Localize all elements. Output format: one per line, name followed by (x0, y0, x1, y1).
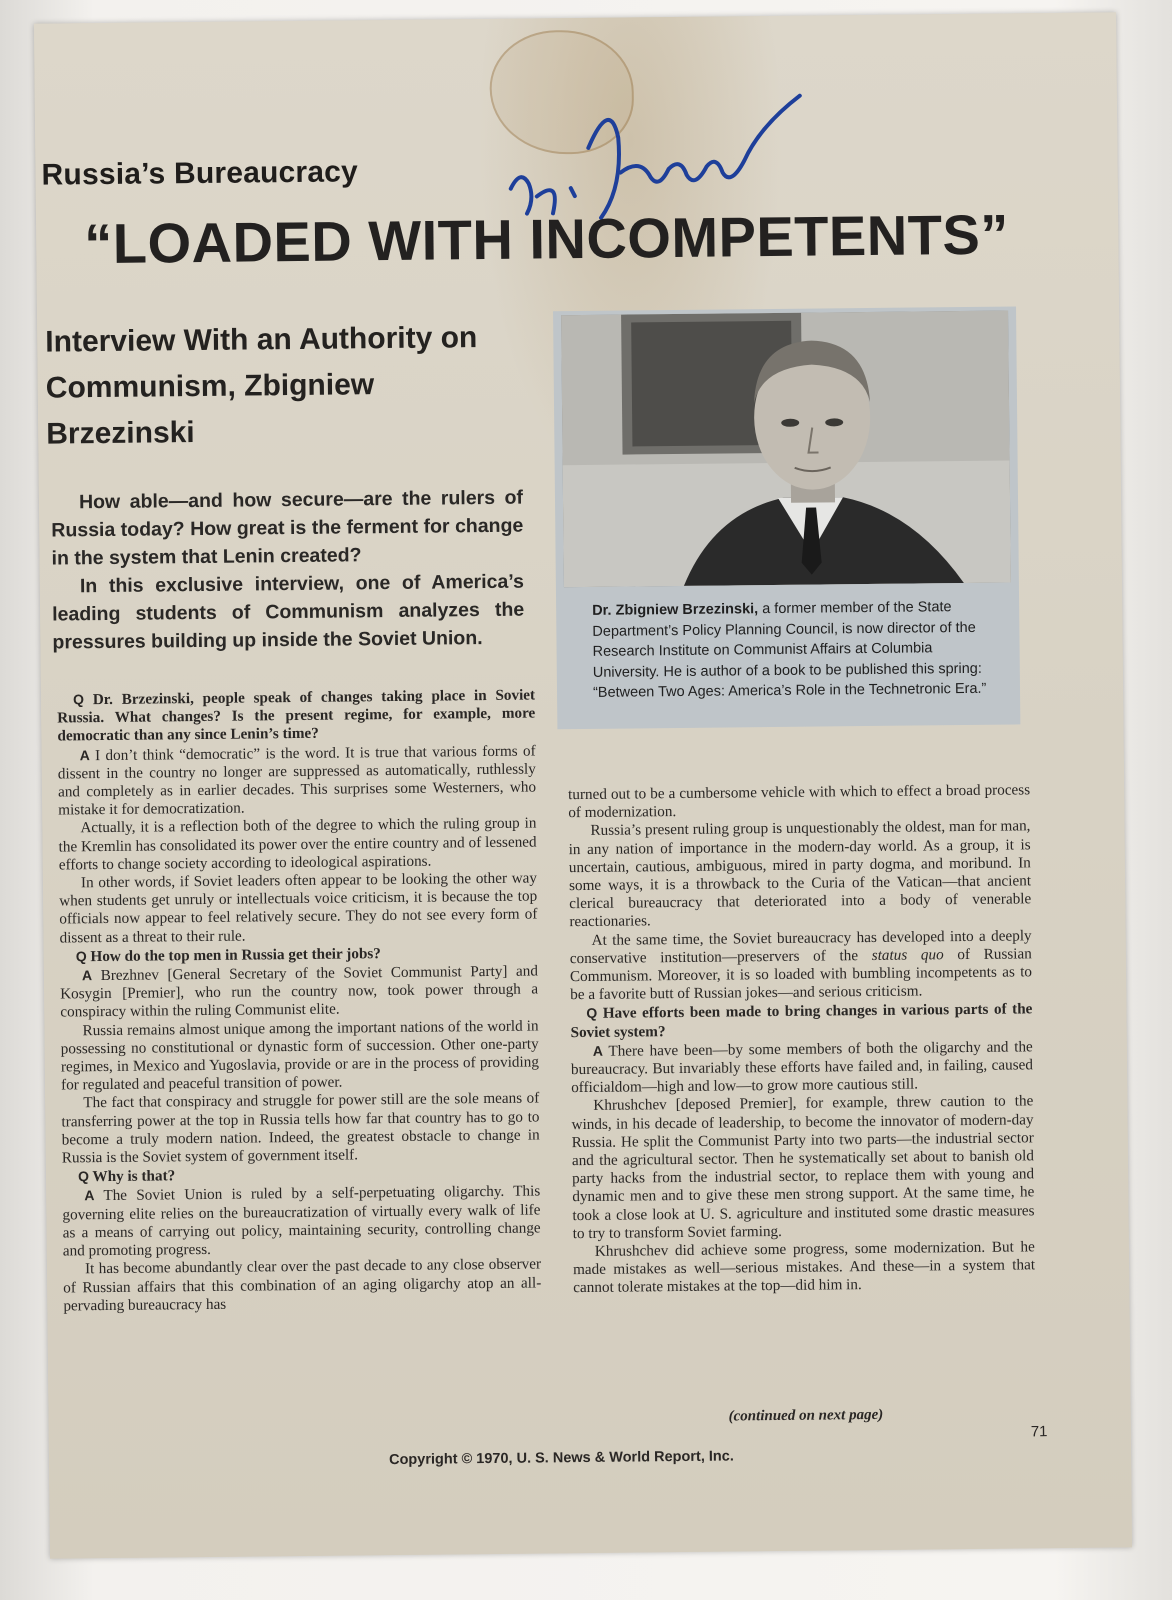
body-paragraph: In other words, if Soviet leaders often appear to be looking the other way when students get unruly or intellectuals voice criticism, it is because the top officials now appear to feel relatively secure. They do not see every form of dissent as a threat to their rule. (59, 869, 538, 947)
portrait-illustration (561, 311, 1011, 588)
question-text: Dr. Brzezinski, people speak of changes taking place in Soviet Russia. What changes? Is the present regime, for example, more democratic than any since Lenin’s time? (57, 686, 536, 745)
page-number: 71 (1030, 1423, 1048, 1441)
answer-text: The Soviet Union is ruled by a self-perpetuating oligarchy. This governing elite relies on the bureaucratization of virtually every walk of life as a means of carrying out policy, maintaining security, controlling change and promoting progress. (62, 1182, 541, 1260)
question-text: Why is that? (92, 1167, 176, 1186)
article-kicker: Russia’s Bureaucracy (41, 155, 359, 192)
answer-label: A (81, 967, 93, 984)
body-paragraph: It has become abundantly clear over the past decade to any close observer of Russian affairs that this combination of an aging oligarchy atop an all-pervading bureaucracy has (63, 1255, 542, 1315)
intro-paragraph: In this exclusive interview, one of America’s leading students of Communism analyzes the pressures building up inside the Soviet Union. (52, 570, 525, 654)
italic-phrase: status quo (871, 946, 944, 964)
copyright-line: Copyright © 1970, U. S. News & World Report, Inc. (388, 1448, 734, 1469)
body-paragraph: Khrushchev did achieve some progress, some modernization. But he made mistakes as well—serious mistakes. And these—in a system that cannot tolerate mistakes at the top—did him in. (572, 1238, 1036, 1297)
portrait-caption (592, 597, 997, 704)
body-paragraph: Russia remains almost unique among the important nations of the world in possessing no constitutional or dynastic form of succession. Other one-party regimes, in Mexico and Yugoslavia, provide or are in the process of providing for regulated and peaceful transition of power. (60, 1017, 539, 1094)
article-column-left (57, 685, 542, 1315)
body-text: of Russian Communism. Moreover, it is so loaded with bumbling incompetents as to be a favorite butt of Russian jokes—and serious criticism. (569, 945, 1033, 1004)
answer-paragraph (60, 962, 539, 1023)
answer-text: There have been—by some members of both the oligarchy and the bureaucracy. But invariably these efforts have failed and, in failing, caused officialdom—high and low—to grow more cautious still. (570, 1038, 1034, 1097)
caption-name: Dr. Zbigniew Brzezinski, (592, 601, 759, 619)
portrait-photo (561, 311, 1011, 588)
continued-note: (continued on next page) (728, 1406, 884, 1425)
answer-paragraph (62, 1182, 541, 1261)
body-paragraph: Actually, it is a reflection both of the degree to which the ruling group in the Kremlin has consolidated its power over the entire country and of lessened efforts to change society according to ideological aspirations. (58, 814, 537, 874)
article-headline: “LOADED WITH INCOMPETENTS” (83, 202, 1010, 276)
portrait-panel (553, 306, 1020, 729)
body-paragraph: The fact that conspiracy and struggle for power still are the sole means of transferring power at the top in Russia tells how far that country has to go to become a truly modern nation. Indeed, the greatest obstacle to change in Russia is the Soviet system of government itself. (61, 1089, 540, 1167)
body-paragraph: Khrushchev [deposed Premier], for example, threw caution to the winds, in his decade of leadership, to become the innovator of modern-day Russia. He split the Communist Party into two parts—the industrial sector and the agricultural sector. Then he systematically set about to banish old party hacks from the industrial sector, to replace them with young and dynamic men and to give these men strong support. At the same time, he took a close look at U. S. agriculture and instituted some drastic measures to try to transform Soviet farming. (571, 1092, 1035, 1243)
answer-paragraph (58, 741, 537, 820)
answer-label: A (592, 1042, 603, 1059)
question-label: Q (77, 1168, 90, 1185)
question-text: Have efforts been made to bring changes in various parts of the Soviet system? (570, 1000, 1033, 1041)
answer-text: I don’t think “democratic” is the word. It is true that various forms of dissent in the country no longer are suppressed as automatically, ruthlessly and completely as in earlier decades. This surprises some Westerners, who mistake it for democratization. (57, 742, 537, 819)
article-intro (51, 484, 525, 657)
body-text: At the same time, the Soviet bureaucracy has developed into a deeply conservative institution—preservers of the (569, 926, 1032, 967)
answer-label: A (84, 1187, 95, 1204)
question-paragraph (570, 1000, 1032, 1042)
body-paragraph: turned out to be a cumbersome vehicle with which to effect a broad process of modernization. (568, 781, 1031, 822)
article-subhead: Interview With an Authority on Communism, Zbigniew Brzezinski (45, 321, 478, 451)
intro-paragraph: How able—and how secure—are the rulers of Russia today? How great is the ferment for change in the system that Lenin created? (51, 486, 524, 570)
body-paragraph (570, 927, 1033, 1005)
question-label: Q (586, 1005, 598, 1022)
question-label: Q (75, 948, 87, 965)
answer-text: Brezhnev [General Secretary of the Soviet Communist Party] and Kosygin [Premier], who run the country now, took power through a conspiracy within the ruling Communist elite. (60, 962, 539, 1021)
answer-label: A (79, 746, 90, 763)
magazine-page (34, 12, 1132, 1558)
question-label: Q (72, 691, 85, 708)
question-text: How do the top men in Russia get their jobs? (90, 944, 381, 966)
answer-paragraph (571, 1037, 1034, 1097)
question-paragraph (57, 685, 536, 746)
caption-text: a former member of the State Department’s Policy Planning Council, is now director of the Research Institute on Communist Affairs at Columbia University. He is author of a book to be published this spring: “Between Two Ages: America’s Role in the Technetronic Era.” (592, 599, 987, 701)
body-paragraph: Russia’s present ruling group is unquestionably the oldest, man for man, in any nation of importance in the modern-day world. As a group, it is uncertain, cautious, ambiguous, mired in party dogma, and moribund. In some ways, it is a throwback to the Curia of the Vatican—that ancient clerical bureaucracy that deteriorated into a body of venerable reactionaries. (568, 817, 1032, 931)
article-column-right (568, 781, 1035, 1297)
